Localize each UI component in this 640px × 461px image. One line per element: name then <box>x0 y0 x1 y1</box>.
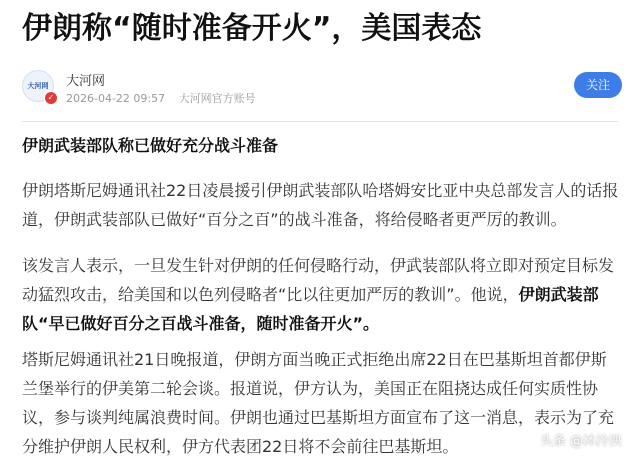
paragraph-2-bold: 伊朗武装部队“早已做好百分之百战斗准备，随时准备开火”。 <box>22 285 599 333</box>
paragraph-2-text: 该发言人表示，一旦发生针对伊朗的任何侵略行动，伊武装部队将立即对预定目标发动猛烈攻击，给美国和以色列侵略者“比以往更加严厉的教训”。他说， <box>22 256 615 304</box>
source-row <box>22 70 622 110</box>
article-paragraph-2 <box>22 251 622 338</box>
watermark: 头条 @沐泠泱 <box>539 434 622 449</box>
article-paragraph-3: 塔斯尼姆通讯社21日晚报道，伊朗方面当晚正式拒绝出席22日在巴基斯坦首都伊斯兰堡举行的伊美第二轮会谈。报道说，伊方认为，美国正在阻挠达成任何实质性协议，参与谈判纯属浪费时间。伊朗也通过巴基斯坦方面宣布了这一消息，表示为了充分维护伊朗人民权利，伊方代表团22日将不会前往巴基斯坦。 <box>22 350 615 456</box>
article-paragraph-1: 伊朗塔斯尼姆通讯社22日凌晨援引伊朗武装部队哈塔姆安比亚中央总部发言人的话报道，伊朗武装部队已做好“百分之百”的战斗准备，将给侵略者更严厉的教训。 <box>22 181 619 229</box>
account-label: 大河网官方账号 <box>178 92 256 105</box>
publish-time: 2026-04-22 09:57 <box>66 92 166 105</box>
divider <box>22 121 618 122</box>
follow-button[interactable]: 关注 <box>574 72 622 98</box>
verified-badge-icon: ✓ <box>44 91 58 105</box>
source-name[interactable]: 大河网 <box>66 74 106 89</box>
logo-text: 大河网 <box>27 82 49 90</box>
article-title: 伊朗称“随时准备开火”，美国表态 <box>22 11 482 46</box>
source-meta <box>66 90 266 106</box>
article-subheading: 伊朗武装部队称已做好充分战斗准备 <box>22 136 279 155</box>
